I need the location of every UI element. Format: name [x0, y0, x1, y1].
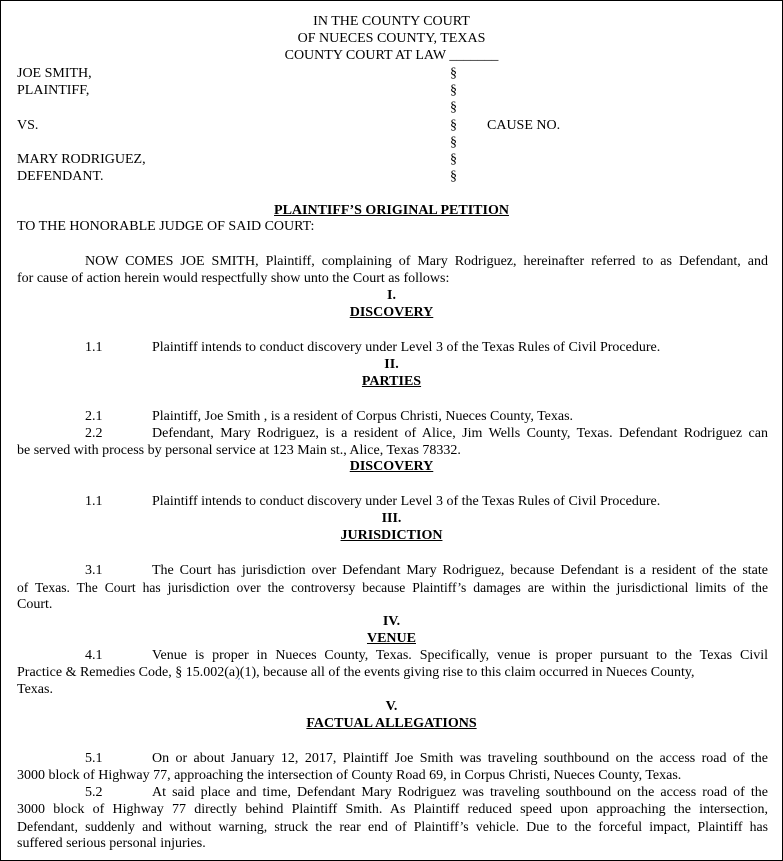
paragraph-text: Defendant, suddenly and without warning, struck the rear end of Plaintiff’s vehicle. Due to the forceful impact, Plaintiff has	[17, 819, 768, 834]
paragraph-text: of Texas. The Court has jurisdiction over the controversy because Plaintiff’s damages are within the jurisdictional limits of the	[17, 580, 768, 595]
court-header-line-1: IN THE COUNTY COURT	[313, 14, 470, 29]
section-heading-discovery: DISCOVERY	[349, 305, 434, 320]
venue-code-citation: Practice & Remedies Code, § 15.002(a)(1), because all of the events giving rise to this claim occurred in Nueces County,	[17, 665, 695, 680]
section-numeral-v: V.	[385, 699, 398, 714]
section-symbol: §	[450, 152, 457, 167]
section-symbol: §	[450, 169, 457, 184]
versus-label: VS.	[17, 118, 39, 133]
section-heading-discovery: DISCOVERY	[349, 459, 434, 474]
defendant-name: MARY RODRIGUEZ,	[17, 152, 146, 167]
plaintiff-name: JOE SMITH,	[17, 66, 92, 81]
section-symbol: §	[450, 135, 457, 150]
cause-number-label: CAUSE NO.	[487, 118, 561, 133]
intro-line-2: for cause of action herein would respectfully show unto the Court as follows:	[17, 271, 450, 286]
paragraph-text: On or about January 12, 2017, Plaintiff Joe Smith was traveling southbound on the access road of the	[152, 751, 768, 766]
section-numeral-i: I.	[387, 288, 396, 303]
paragraph-text: Court.	[17, 597, 53, 612]
salutation: TO THE HONORABLE JUDGE OF SAID COURT:	[17, 219, 315, 234]
section-symbol: §	[450, 100, 457, 115]
paragraph-text: Texas.	[17, 682, 53, 697]
section-heading-venue: VENUE	[366, 631, 416, 646]
paragraph-number: 4.1	[85, 648, 103, 663]
paragraph-text	[17, 664, 768, 681]
paragraph-text: suffered serious personal injuries.	[17, 836, 206, 851]
paragraph-text: be served with process by personal service at 123 Main st., Alice, Texas 78332.	[17, 443, 461, 458]
section-heading-jurisdiction: JURISDICTION	[340, 528, 443, 543]
court-header-line-3: COUNTY COURT AT LAW _______	[284, 48, 499, 63]
paragraph-number: 2.1	[85, 409, 103, 424]
section-symbol: §	[450, 66, 457, 81]
paragraph-number: 5.1	[85, 751, 103, 766]
paragraph-text: Venue is proper in Nueces County, Texas. Specifically, venue is proper pursuant to the Texas Civil	[152, 648, 768, 663]
paragraph-number: 1.1	[85, 340, 103, 355]
section-symbol: §	[450, 118, 457, 133]
paragraph-text: 3000 block of Highway 77 directly behind Plaintiff Smith. As Plaintiff reduced speed upon approaching the intersection,	[17, 802, 768, 817]
paragraph-number: 3.1	[85, 563, 103, 578]
court-header-line-2: OF NUECES COUNTY, TEXAS	[297, 31, 486, 46]
intro-line-1: NOW COMES JOE SMITH, Plaintiff, complaining of Mary Rodriguez, hereinafter referred to as Defendant, and	[85, 254, 768, 269]
paragraph-text: Plaintiff, Joe Smith , is a resident of Corpus Christi, Nueces County, Texas.	[152, 409, 574, 424]
plaintiff-role: PLAINTIFF,	[17, 83, 90, 98]
spellcheck-mark: )	[235, 665, 240, 680]
paragraph-number: 2.2	[85, 426, 103, 441]
section-numeral-ii: II.	[384, 357, 399, 372]
paragraph-number: 5.2	[85, 785, 103, 800]
paragraph-text: Plaintiff intends to conduct discovery under Level 3 of the Texas Rules of Civil Procedure.	[152, 340, 661, 355]
section-numeral-iii: III.	[381, 511, 402, 526]
paragraph-text: 3000 block of Highway 77, approaching the intersection of County Road 69, in Corpus Christi, Nueces County, Texas.	[17, 768, 682, 783]
section-heading-parties: PARTIES	[361, 374, 422, 389]
paragraph-text: Plaintiff intends to conduct discovery under Level 3 of the Texas Rules of Civil Procedure.	[152, 494, 661, 509]
paragraph-text: Defendant, Mary Rodriguez, is a resident of Alice, Jim Wells County, Texas. Defendant Rodriguez can	[152, 426, 768, 441]
section-numeral-iv: IV.	[382, 614, 401, 629]
paragraph-number: 1.1	[85, 494, 103, 509]
defendant-role: DEFENDANT.	[17, 169, 104, 184]
paragraph-text: At said place and time, Defendant Mary Rodriguez was traveling southbound on the access road of the	[152, 785, 768, 800]
section-heading-factual-allegations: FACTUAL ALLEGATIONS	[306, 716, 477, 731]
paragraph-text: The Court has jurisdiction over Defendant Mary Rodriguez, because Defendant is a resident of the state	[152, 563, 768, 578]
document-title: PLAINTIFF’S ORIGINAL PETITION	[274, 203, 509, 218]
section-symbol: §	[450, 83, 457, 98]
